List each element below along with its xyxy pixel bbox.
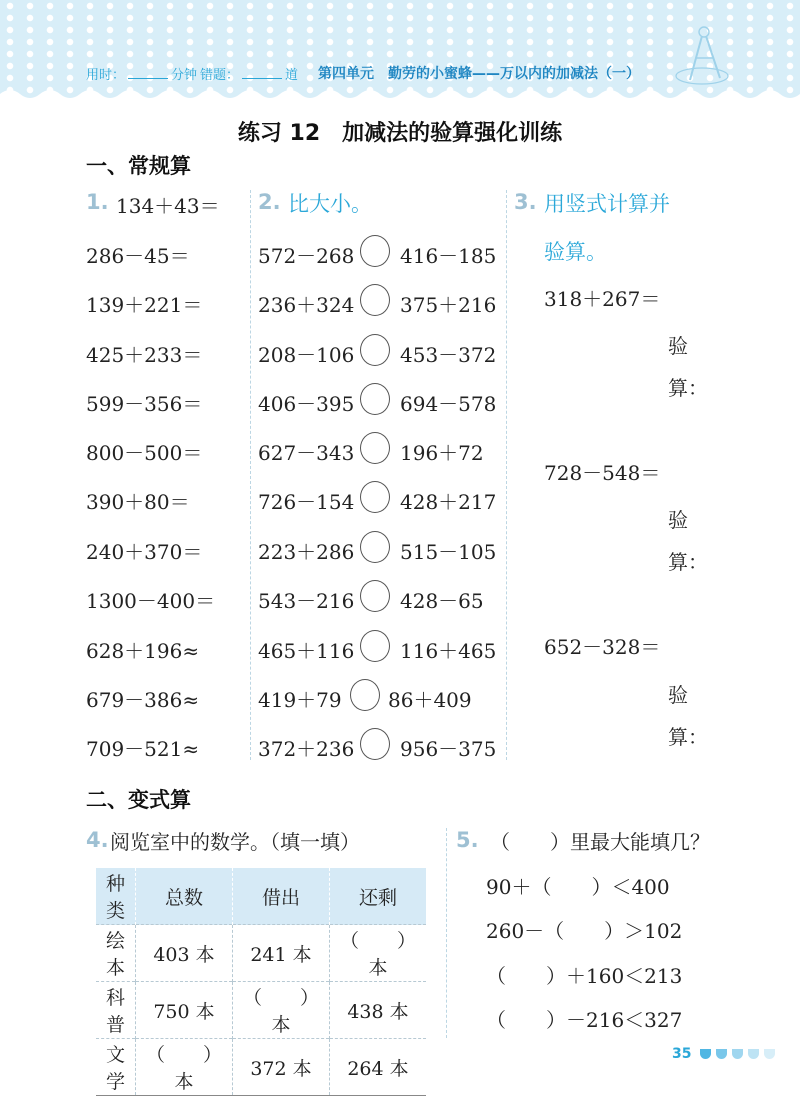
q2-instruction: 比大小。 bbox=[288, 192, 372, 216]
q2-left: 372＋236 bbox=[258, 737, 355, 761]
decor-drop-icon bbox=[700, 1049, 711, 1059]
q2-right: 453－372 bbox=[400, 343, 497, 367]
table-header-row bbox=[96, 868, 426, 925]
check-label-2: 算： bbox=[668, 550, 708, 574]
q5-instruction: （ ）里最大能填几？ bbox=[490, 830, 710, 854]
q2-number: 2. bbox=[258, 190, 281, 214]
table-cell-blank[interactable]: （ ）本 bbox=[233, 982, 330, 1039]
q2-right: 694－578 bbox=[400, 392, 497, 416]
decor-drop-icon bbox=[716, 1049, 727, 1059]
q2-right: 86＋409 bbox=[388, 688, 472, 712]
page-header bbox=[0, 0, 800, 100]
q1-item: 390＋80＝ bbox=[86, 490, 190, 514]
table-cell: 绘本 bbox=[96, 925, 136, 982]
compare-circle[interactable] bbox=[360, 235, 390, 267]
compare-circle[interactable] bbox=[360, 580, 390, 612]
table-cell: 文学 bbox=[96, 1039, 136, 1096]
q3-problem: 728－548＝ bbox=[544, 461, 661, 485]
table-cell: 241 本 bbox=[233, 925, 330, 982]
q2-left: 572－268 bbox=[258, 244, 355, 268]
page-number: 35 bbox=[672, 1046, 692, 1062]
col-header: 种类 bbox=[96, 868, 136, 925]
table-cell: 264 本 bbox=[330, 1039, 427, 1096]
check-label-1: 验 bbox=[668, 508, 688, 532]
check-label-2: 算： bbox=[668, 725, 708, 749]
q5-number: 5. bbox=[456, 828, 479, 852]
compare-circle[interactable] bbox=[360, 630, 390, 662]
compass-icon bbox=[672, 22, 736, 88]
time-blank[interactable] bbox=[128, 66, 168, 79]
q2-left: 543－216 bbox=[258, 589, 355, 613]
q1-number: 1. bbox=[86, 190, 109, 214]
count-label: 道 bbox=[285, 68, 299, 83]
q1-item: 240＋370＝ bbox=[86, 540, 203, 564]
q1-item: 679－386≈ bbox=[86, 688, 200, 712]
q1-item: 425＋233＝ bbox=[86, 343, 203, 367]
unit-title: 第四单元 勤劳的小蜜蜂——万以内的加减法（一） bbox=[318, 66, 640, 82]
compare-circle[interactable] bbox=[360, 284, 390, 316]
q1-item: 628＋196≈ bbox=[86, 639, 200, 663]
col-header: 还剩 bbox=[330, 868, 427, 925]
q2-right: 416－185 bbox=[400, 244, 497, 268]
time-label bbox=[86, 64, 197, 83]
q1-item: 800－500＝ bbox=[86, 441, 203, 465]
compare-circle[interactable] bbox=[350, 679, 380, 711]
q2-left: 236＋324 bbox=[258, 293, 355, 317]
check-label-1: 验 bbox=[668, 683, 688, 707]
decor-drop-icon bbox=[764, 1049, 775, 1059]
compare-circle[interactable] bbox=[360, 334, 390, 366]
decor-drop-icon bbox=[732, 1049, 743, 1059]
table-cell-blank[interactable]: （ ）本 bbox=[136, 1039, 233, 1096]
check-label-1: 验 bbox=[668, 334, 688, 358]
q2-right: 375＋216 bbox=[400, 293, 497, 317]
compare-circle[interactable] bbox=[360, 728, 390, 760]
q2-right: 196＋72 bbox=[400, 441, 484, 465]
section-heading-2: 二、变式算 bbox=[86, 788, 191, 812]
q5-item[interactable]: 260－（ ）＞102 bbox=[486, 919, 683, 943]
minute-label: 分钟 bbox=[171, 68, 198, 83]
check-label-2: 算： bbox=[668, 376, 708, 400]
section-heading-1: 一、常规算 bbox=[86, 154, 191, 178]
q2-right: 428－65 bbox=[400, 589, 484, 613]
decor-drop-icon bbox=[748, 1049, 759, 1059]
q1-item: 599－356＝ bbox=[86, 392, 203, 416]
q2-left: 419＋79 bbox=[258, 688, 342, 712]
q2-left: 223＋286 bbox=[258, 540, 355, 564]
q4-number: 4. bbox=[86, 828, 109, 852]
page-title: 练习 12 加减法的验算强化训练 bbox=[237, 121, 563, 146]
table-row bbox=[96, 982, 426, 1039]
q2-left: 465＋116 bbox=[258, 639, 355, 663]
q2-right: 956－375 bbox=[400, 737, 497, 761]
time-label-text: 用时： bbox=[86, 68, 126, 83]
table-cell: 372 本 bbox=[233, 1039, 330, 1096]
q3-instruction-line1: 用竖式计算并 bbox=[544, 192, 670, 216]
q5-item[interactable]: （ ）＋160＜213 bbox=[486, 964, 683, 988]
table-cell: 750 本 bbox=[136, 982, 233, 1039]
compare-circle[interactable] bbox=[360, 383, 390, 415]
column-divider bbox=[250, 190, 251, 760]
q3-problem: 318＋267＝ bbox=[544, 287, 661, 311]
errors-label-text: 错题： bbox=[200, 68, 240, 83]
q2-left: 208－106 bbox=[258, 343, 355, 367]
q2-left: 406－395 bbox=[258, 392, 355, 416]
table-row bbox=[96, 1039, 426, 1096]
compare-circle[interactable] bbox=[360, 432, 390, 464]
q5-item[interactable]: （ ）－216＜327 bbox=[486, 1008, 683, 1032]
table-row bbox=[96, 925, 426, 982]
q2-left: 627－343 bbox=[258, 441, 355, 465]
q1-item: 134＋43＝ bbox=[116, 194, 220, 218]
q4-instruction: 阅览室中的数学。（填一填） bbox=[110, 830, 360, 854]
table-cell: 科普 bbox=[96, 982, 136, 1039]
q2-right: 116＋465 bbox=[400, 639, 497, 663]
header-wave-edge bbox=[0, 86, 800, 106]
library-table bbox=[96, 868, 426, 1096]
q1-item: 139＋221＝ bbox=[86, 293, 203, 317]
col-header: 总数 bbox=[136, 868, 233, 925]
q2-right: 428＋217 bbox=[400, 490, 497, 514]
compare-circle[interactable] bbox=[360, 531, 390, 563]
q3-instruction-line2: 验算。 bbox=[544, 240, 607, 264]
q1-item: 286－45＝ bbox=[86, 244, 190, 268]
errors-label bbox=[200, 64, 298, 83]
q1-item: 1300－400＝ bbox=[86, 589, 216, 613]
table-cell-blank[interactable]: （ ）本 bbox=[330, 925, 427, 982]
q1-item: 709－521≈ bbox=[86, 737, 200, 761]
compare-circle[interactable] bbox=[360, 481, 390, 513]
column-divider bbox=[446, 828, 447, 1038]
q3-problem: 652－328＝ bbox=[544, 635, 661, 659]
table-cell: 403 本 bbox=[136, 925, 233, 982]
q2-right: 515－105 bbox=[400, 540, 497, 564]
q2-left: 726－154 bbox=[258, 490, 355, 514]
q3-number: 3. bbox=[514, 190, 537, 214]
errors-blank[interactable] bbox=[242, 66, 282, 79]
table-cell: 438 本 bbox=[330, 982, 427, 1039]
col-header: 借出 bbox=[233, 868, 330, 925]
q5-item[interactable]: 90＋（ ）＜400 bbox=[486, 875, 670, 899]
column-divider bbox=[506, 190, 507, 760]
